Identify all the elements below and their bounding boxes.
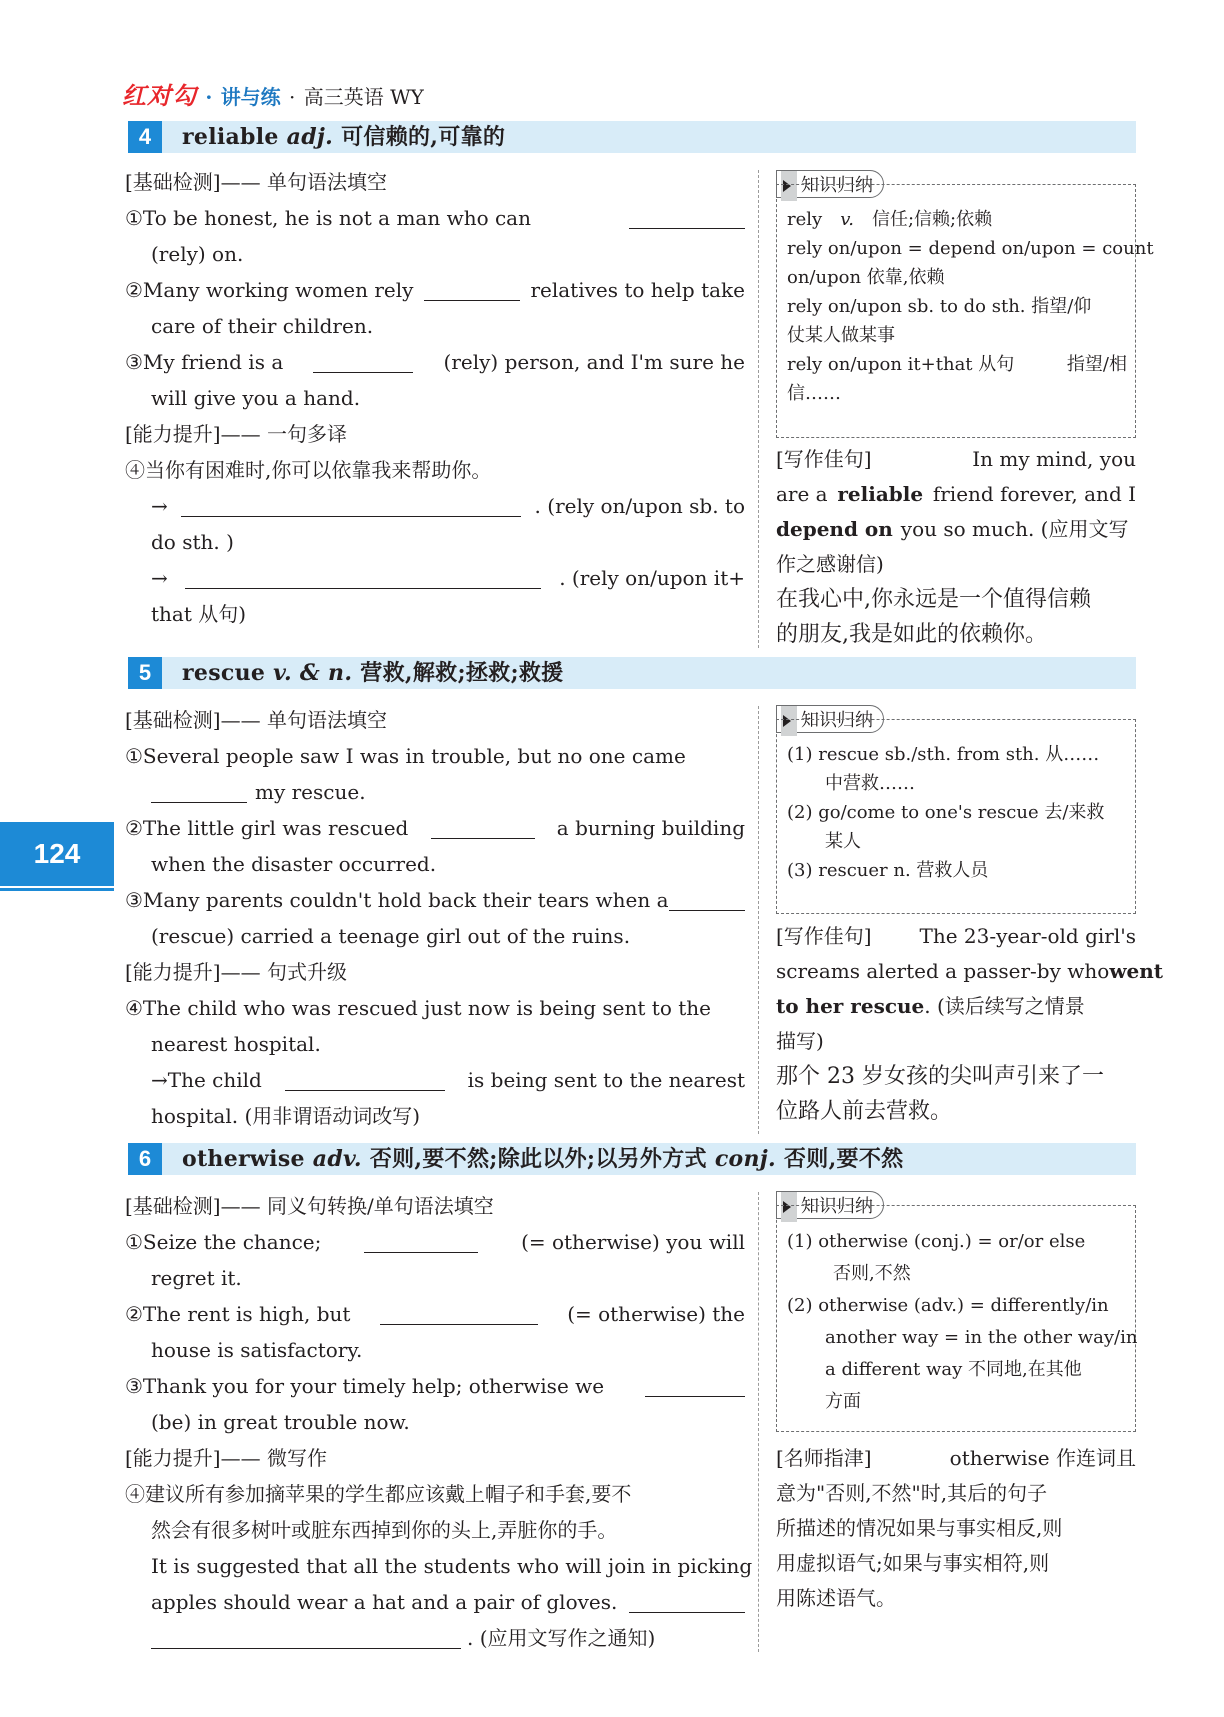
answer-blank[interactable]: [380, 1303, 538, 1325]
column-divider: [758, 706, 759, 1134]
answer-blank[interactable]: [313, 351, 413, 373]
section-6-heading: [128, 1143, 1136, 1175]
answer-blank[interactable]: [669, 889, 745, 911]
subject-name: 高三英语: [303, 85, 384, 109]
page-number-rule: [0, 888, 114, 891]
exercise-heading: [基础检测]—— 单句语法填空: [125, 708, 387, 732]
answer-blank[interactable]: [285, 1069, 445, 1091]
section-number: 4: [128, 121, 162, 153]
page-number-tab: 124: [0, 822, 114, 886]
exercise-item: ④当你有困难时,你可以依靠我来帮助你。: [125, 458, 492, 482]
answer-blank[interactable]: [424, 279, 520, 301]
exercise-heading: [能力提升]—— 微写作: [125, 1446, 327, 1470]
exercise-heading: [能力提升]—— 句式升级: [125, 960, 347, 984]
exercise-item: ②The rent is high, but (= otherwise) the: [125, 1302, 745, 1326]
section-title: rescue v. & n. 营救,解救;拯救;救援: [182, 660, 564, 686]
knowledge-tag: 知识归纳: [776, 705, 884, 733]
answer-blank[interactable]: [645, 1375, 745, 1397]
section-number: 5: [128, 657, 162, 689]
knowledge-box: rely v. 信任;信赖;依赖 rely on/upon = depend on/upon = count on/upon 依靠,依赖 rely on/upon sb. to do sth. 指望/仰 仗某人做某事 rely on/upon it+that 从句 指望/相 信……: [776, 184, 1136, 438]
column-divider: [758, 1192, 759, 1652]
answer-blank[interactable]: [629, 1591, 745, 1613]
section-title: otherwise adv. 否则,要不然;除此以外;以另外方式 conj. 否则,要不然: [182, 1146, 904, 1172]
writing-example: [写作佳句] The 23-year-old girl's screams alerted a passer-by who went to her rescue . (读后续写之情景 描写) 那个 23 岁女孩的尖叫声引来了一 位路人前去营救。: [776, 924, 1164, 1124]
section-4-heading: [128, 121, 1136, 153]
answer-blank[interactable]: [185, 567, 541, 589]
exercise-item: ④建议所有参加摘苹果的学生都应该戴上帽子和手套,要不: [125, 1482, 632, 1506]
brand-logo: 红对勾: [122, 81, 197, 110]
section-4-exercises: [基础检测]—— 单句语法填空 ①To be honest, he is not a man who can (rely) on. ②Many working women rely relatives to help take care of their children. ③My friend is a (rely) person, and I'm sure he will give you a hand. [能力提升]—— 一句多译 ④当你有困难时,你可以依靠我来帮助你。 → . (rely on/upon sb. to do sth. ) → . (rely on/upon it+ that 从句): [125, 164, 745, 632]
exercise-item: ①Several people saw I was in trouble, but no one came: [125, 744, 686, 768]
section-5-exercises: [基础检测]—— 单句语法填空 ①Several people saw I was in trouble, but no one came my rescue. ②The little girl was rescued a burning building when the disaster occurred. ③Many parents couldn't hold back their tears when a (rescue) carried a teenage girl out of the ruins. [能力提升]—— 句式升级 ④The child who was rescued just now is being sent to the nearest hospital. →The child is being sent to the nearest hospital. (用非谓语动词改写): [125, 702, 745, 1134]
exercise-item: ④The child who was rescued just now is being sent to the: [125, 996, 711, 1020]
series-name: 讲与练: [220, 85, 281, 109]
exercise-item: ③Thank you for your timely help; otherwise we: [125, 1368, 745, 1404]
answer-blank[interactable]: [181, 495, 521, 517]
exercise-item: ③My friend is a (rely) person, and I'm sure he: [125, 350, 745, 374]
exercise-item: ③Many parents couldn't hold back their tears when a: [125, 882, 745, 918]
exercise-item: ①Seize the chance; (= otherwise) you will: [125, 1230, 745, 1254]
knowledge-tag: 知识归纳: [776, 170, 884, 198]
answer-blank[interactable]: [431, 817, 535, 839]
exercise-item: ①To be honest, he is not a man who can: [125, 200, 745, 236]
section-title: reliable adj. 可信赖的,可靠的: [182, 124, 506, 150]
writing-example: [写作佳句] In my mind, you are a reliable friend forever, and I depend on you so much. (应用文写 作之感谢信) 在我心中,你永远是一个值得信赖 的朋友,我是如此的依赖你。: [776, 447, 1136, 647]
knowledge-tag: 知识归纳: [776, 1191, 884, 1219]
knowledge-box: (1) rescue sb./sth. from sth. 从…… 中营救…… (2) go/come to one's rescue 去/来救 某人 (3) rescuer n. 营救人员: [776, 719, 1136, 914]
exercise-heading: [基础检测]—— 单句语法填空: [125, 170, 387, 194]
section-6-exercises: [基础检测]—— 同义句转换/单句语法填空 ①Seize the chance; (= otherwise) you will regret it. ②The rent is high, but (= otherwise) the house is satisfactory. ③Thank you for your timely help; otherwise we (be) in great trouble now. [能力提升]—— 微写作 ④建议所有参加摘苹果的学生都应该戴上帽子和手套,要不 然会有很多树叶或脏东西掉到你的头上,弄脏你的手。 It is suggested that all the students who will join in picking apples should wear a hat and a pair of gloves. . (应用文写作之通知): [125, 1188, 745, 1656]
section-number: 6: [128, 1143, 162, 1175]
answer-blank[interactable]: [151, 781, 247, 803]
column-divider: [758, 170, 759, 648]
exercise-item: ②The little girl was rescued a burning building: [125, 816, 745, 840]
answer-blank[interactable]: [629, 207, 745, 229]
exercise-item: ②Many working women rely relatives to help take: [125, 278, 745, 302]
page-header: 红对勾 · 讲与练 · 高三英语 WY: [122, 81, 424, 110]
answer-blank[interactable]: [151, 1627, 461, 1649]
teacher-tip: [名师指津] otherwise 作连词且 意为"否则,不然"时,其后的句子 所描述的情况如果与事实相反,则 用虚拟语气;如果与事实相符,则 用陈述语气。: [776, 1446, 1136, 1610]
exercise-heading: [基础检测]—— 同义句转换/单句语法填空: [125, 1194, 494, 1218]
answer-blank[interactable]: [364, 1231, 478, 1253]
knowledge-box: (1) otherwise (conj.) = or/or else 否则,不然 (2) otherwise (adv.) = differently/in another way = in the other way/in a different way 不同地,在其他 方面: [776, 1205, 1136, 1432]
edition-label: WY: [390, 85, 424, 109]
section-5-heading: [128, 657, 1136, 689]
exercise-heading: [能力提升]—— 一句多译: [125, 422, 347, 446]
